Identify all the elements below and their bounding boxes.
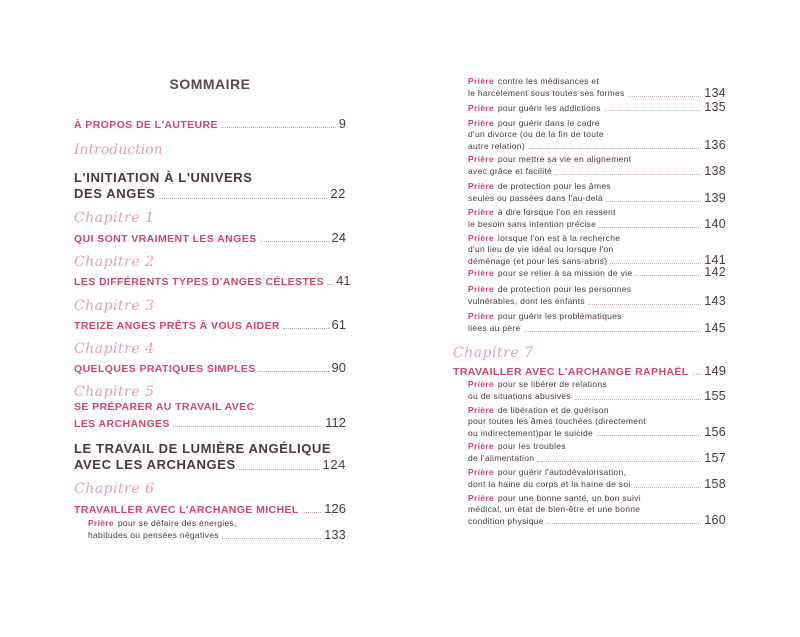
page-number: 90 [331,360,346,375]
prayer-entry[interactable] [468,207,726,230]
prayer-line [468,493,726,504]
dot-leader [283,328,329,329]
prayer-entry[interactable] [468,405,726,438]
prayer-text: liées au père [468,323,521,333]
prayer-line [468,416,726,427]
page-number: 136 [704,138,726,152]
prayer-entry[interactable] [468,118,726,151]
chapter-title: QUELQUES PRATIQUES SIMPLES [74,363,256,375]
prayer-text: vulnérables, dont les enfants [468,296,585,306]
part-title-line2: AVEC LES ARCHANGES [74,457,236,472]
chapter-title: TRAVAILLER AVEC L'ARCHANGE MICHEL [74,504,299,516]
prayer-text: de l'alimentation [468,453,535,463]
chapter-5-label: Chapitre 5 [74,384,155,400]
prayer-text: déménage (et pour les sans-abris) [468,255,608,266]
dot-leader [599,227,701,228]
prayer-label: Prière [468,311,494,321]
prayer-text: d'un lieu de vie idéal ou lorsque l'on [468,243,614,254]
prayer-text: de protection pour les personnes [497,284,632,294]
dot-leader [692,374,702,375]
chapter-1-label: Chapitre 1 [74,210,155,226]
page-number: 126 [324,501,346,516]
prayer-label: Prière [468,207,494,217]
prayer-label: Prière [468,102,494,113]
prayer-text: pour guérir les addictions [497,102,601,113]
intro-title-line2: DES ANGES [74,186,156,201]
prayer-line [468,514,726,526]
prayer-label: Prière [468,154,494,164]
prayer-text: pour une bonne santé, un bon suivi [497,493,641,503]
page-number: 156 [704,425,726,439]
prayer-text: de protection pour les âmes [497,181,611,191]
page-number: 9 [338,116,346,131]
prayer-label: Prière [468,267,494,278]
prayer-text: pour les troubles [497,441,566,451]
page-number: 139 [704,190,726,205]
toc-entry-chapter-3[interactable] [74,317,346,332]
page-number: 41 [336,273,351,288]
prayer-line [468,218,726,230]
toc-entry-about[interactable] [74,116,346,131]
prayer-label: Prière [468,467,494,477]
page-number: 138 [704,163,726,178]
prayer-text: pour se relier à sa mission de vie [497,267,633,278]
prayer-text: à dire lorsque l'on en ressent [497,207,616,217]
prayer-entry[interactable] [468,154,726,177]
dot-leader [596,435,701,436]
prayer-text: le harcèlement sous toutes ses formes [468,88,625,98]
chapter-7-label: Chapitre 7 [453,345,534,361]
page-number: 133 [324,527,346,542]
prayer-label: Prière [468,233,494,243]
prayer-line [468,467,726,478]
prayer-text: pour guérir l'autodévalorisation, [497,467,627,477]
prayer-text: avec grâce et facilité [468,166,553,176]
prayer-text: de libération et de guérison [497,405,609,415]
toc-entry-intro[interactable] [74,186,346,202]
prayer-line [468,181,726,192]
toc-entry-part[interactable] [74,457,346,473]
prayer-text: dont la haine du corps et la haine de soi [468,479,631,489]
page-number: 149 [704,363,726,378]
prayer-text: médical, un état de bien-être et une bonne [468,503,641,514]
prayer-text: ou de situations abusives [468,391,571,401]
prayer-line [468,254,726,266]
prayer-text: pour toutes les âmes touchées (directement [468,415,646,426]
prayer-line [88,518,346,529]
prayer-line [468,101,726,113]
page-title: SOMMAIRE [169,76,251,92]
prayer-line [468,426,726,438]
prayer-line [468,118,726,129]
prayer-text: pour mettre sa vie en alignement [497,154,632,164]
prayer-label: Prière [468,493,494,503]
chapter-title: QUI SONT VRAIMENT LES ANGES [74,233,257,245]
dot-leader [259,371,329,372]
prayer-line [468,87,726,99]
toc-entry-chapter-6[interactable] [74,501,346,516]
page-number: 155 [704,388,726,403]
prayer-label: Prière [468,118,494,128]
dot-leader [327,284,333,285]
prayer-text: pour guérir les problématiques [497,311,622,321]
prayer-entry[interactable] [468,284,726,307]
toc-entry-chapter-4[interactable] [74,360,346,375]
prayer-entry[interactable] [468,181,726,204]
prayer-line [468,311,726,322]
prayer-line [468,452,726,464]
prayer-line [468,441,726,452]
dot-leader [302,512,322,513]
chapter-5-title-line1: SE PRÉPARER AU TRAVAIL AVEC [74,401,255,413]
prayer-line [468,379,726,390]
prayer-entry[interactable] [468,379,726,402]
prayer-line [468,295,726,307]
prayer-line [468,192,726,204]
right-page [400,0,800,637]
toc-entry-label: À PROPOS DE L'AUTEURE [74,119,218,131]
dot-leader [555,174,701,175]
chapter-title: TRAVAILLER AVEC L'ARCHANGE RAPHAËL [453,366,689,378]
prayer-entry[interactable] [468,76,726,99]
dot-leader [159,198,328,199]
intro-title-line1: L'INITIATION À L'UNIVERS [74,170,253,185]
prayer-line [468,322,726,334]
page-number: 112 [325,415,346,430]
prayer-label: Prière [468,284,494,294]
page-number: 124 [322,457,346,472]
page-number: 142 [704,265,726,279]
page-number: 145 [704,320,726,335]
chapter-2-label: Chapitre 2 [74,254,155,270]
dot-leader [606,201,701,202]
prayer-entry[interactable] [468,311,726,334]
page-number: 22 [330,186,346,201]
prayer-line [468,390,726,402]
page-number: 24 [331,230,346,245]
dot-leader [588,304,701,305]
prayer-entry[interactable] [468,493,726,526]
dot-leader [528,148,701,149]
dot-leader [221,127,336,128]
dot-leader [628,96,702,97]
chapter-4-label: Chapitre 4 [74,341,155,357]
prayer-line [468,405,726,416]
prayer-text: lorsque l'on est à la recherche [497,233,621,243]
prayer-text: pour se libérer de relations [497,379,607,389]
page-number: 140 [704,216,726,231]
toc-entry-chapter-2[interactable] [74,273,351,288]
prayer-entry[interactable] [468,101,726,113]
prayer-line [468,154,726,165]
prayer-line [468,478,726,490]
prayer-text: ou indirectement)par le suicide [468,427,594,438]
dot-leader [173,426,322,427]
prayer-text: autre relation) [468,140,525,151]
toc-entry-chapter-7[interactable] [453,363,726,378]
page-number: 158 [704,476,726,491]
dot-leader [524,331,702,332]
prayer-text: d'un divorce (ou de la fin de toute [468,128,604,139]
prayer-text: habitudes ou pensées négatives [88,530,219,540]
prayer-text: condition physique [468,515,544,526]
prayer-label: Prière [88,518,114,528]
chapter-3-label: Chapitre 3 [74,298,155,314]
prayer-line [468,139,726,151]
prayer-text: pour guérir dans le cadre [497,118,600,128]
prayer-entry[interactable] [88,518,346,541]
chapter-5-title-line2: LES ARCHANGES [74,418,170,430]
page-number: 141 [704,253,726,267]
dot-leader [635,275,701,276]
dot-leader [537,461,701,462]
prayer-line [468,266,726,278]
prayer-label: Prière [468,441,494,451]
page-number: 135 [704,100,726,114]
part-title-line1: LE TRAVAIL DE LUMIÈRE ANGÉLIQUE [74,441,332,456]
prayer-text: seules ou passées dans l'au-delà [468,193,604,203]
prayer-entry[interactable] [468,441,726,464]
dot-leader [260,241,329,242]
dot-leader [634,487,702,488]
prayer-label: Prière [468,379,494,389]
prayer-line [468,504,726,515]
dot-leader [239,469,320,470]
dot-leader [610,263,701,264]
prayer-label: Prière [468,181,494,191]
prayer-line [468,284,726,295]
prayer-line [468,165,726,177]
chapter-title: TREIZE ANGES PRÊTS À VOUS AIDER [74,320,280,332]
prayer-text: contre les médisances et [497,76,600,86]
dot-leader [574,399,701,400]
page-number: 61 [331,317,346,332]
prayer-text: pour se défaire des énergies, [117,518,237,528]
prayer-entry[interactable] [468,233,726,266]
dot-leader [222,538,321,539]
prayer-line [88,529,346,541]
prayer-label: Prière [468,405,494,415]
prayer-text: le besoin sans intention précise [468,219,597,229]
page-number: 134 [704,85,726,100]
prayer-line [468,76,726,87]
toc-entry-chapter-5[interactable] [74,415,346,430]
toc-entry-chapter-1[interactable] [74,230,346,245]
prayer-line [468,244,726,255]
prayer-entry[interactable] [468,467,726,490]
prayer-line [468,233,726,244]
chapter-6-label: Chapitre 6 [74,481,155,497]
prayer-line [468,129,726,140]
dot-leader [604,110,702,111]
page-number: 157 [704,450,726,465]
chapter-title: LES DIFFÉRENTS TYPES D'ANGES CÉLESTES [74,276,325,288]
prayer-line [468,207,726,218]
prayer-entry[interactable] [468,266,726,278]
intro-label: Introduction [74,142,163,158]
page-number: 160 [704,513,726,527]
dot-leader [547,523,701,524]
page-number: 143 [704,293,726,308]
prayer-label: Prière [468,76,494,86]
